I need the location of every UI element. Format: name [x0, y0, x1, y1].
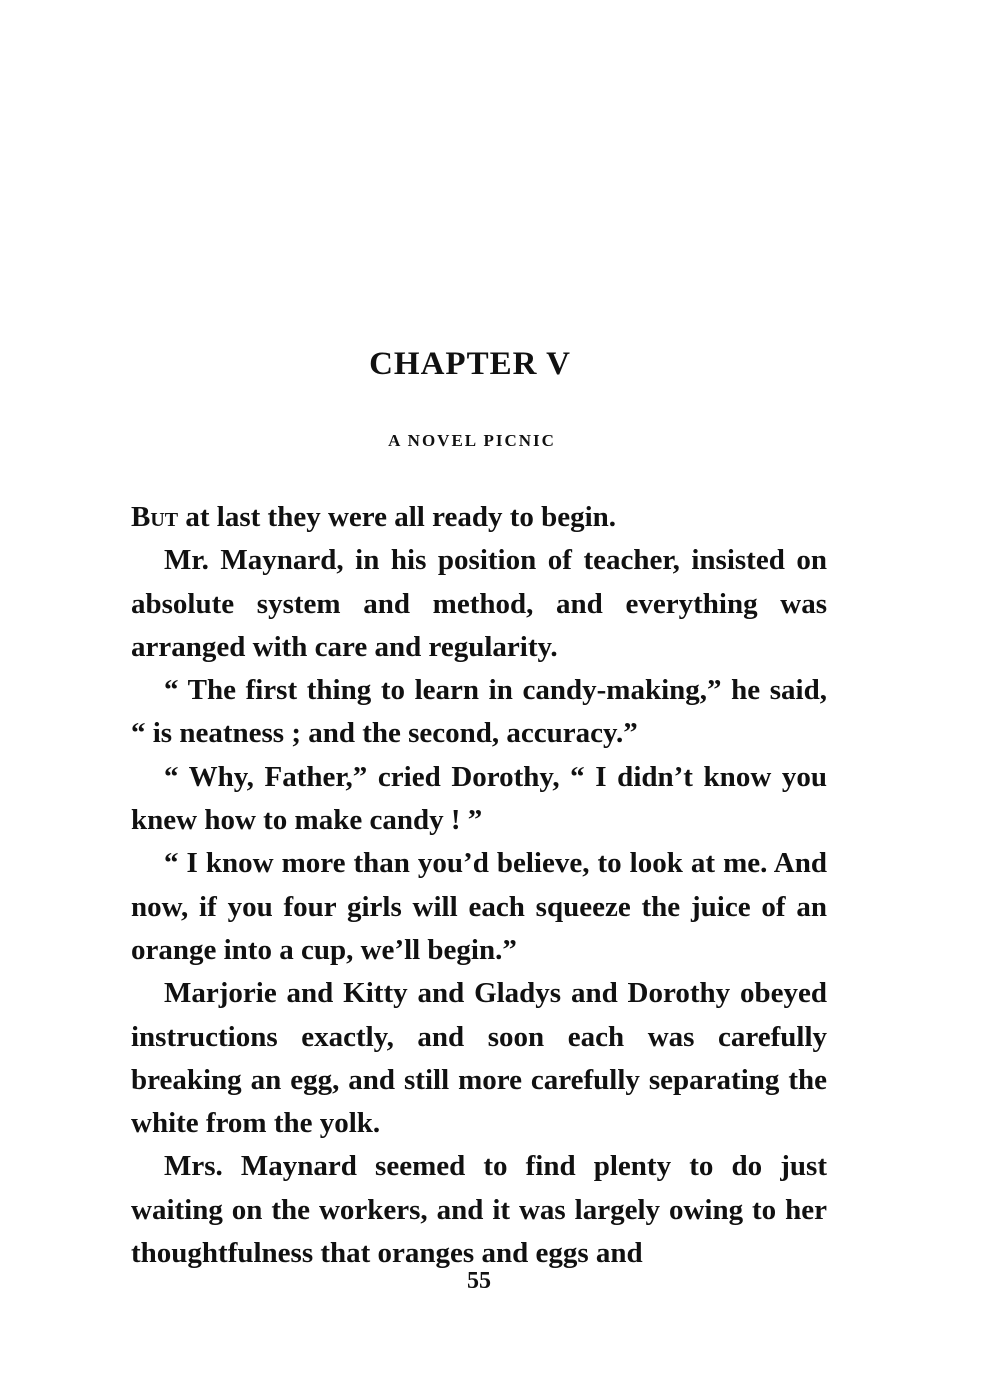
chapter-subtitle: [0, 431, 944, 451]
paragraph: “ Why, Father,” cried Dorothy, “ I didn’t know you knew how to make candy ! ”: [131, 760, 827, 837]
paragraph: “ The first thing to learn in candy-making,” he said, “ is neatness ; and the second, accuracy.”: [131, 674, 827, 750]
paragraph-text: at last they were all ready to begin.: [178, 501, 617, 533]
page-number: 55: [467, 1268, 491, 1294]
chapter-title: CHAPTER V: [369, 346, 571, 382]
body-text: [131, 496, 827, 1275]
paragraph: [131, 496, 827, 539]
paragraph: Mrs. Maynard seemed to find plenty to do just waiting on the workers, and it was largely owing to her thoughtfulness that oranges and eggs and: [131, 1150, 827, 1270]
paragraph: “ I know more than you’d believe, to look at me. And now, if you four girls will each squeeze the juice of an orange into a cup, we’ll begin.”: [131, 847, 827, 966]
paragraph: Marjorie and Kitty and Gladys and Dorothy obeyed instructions exactly, and soon each was carefully breaking an egg, and still more carefully separating the white from the yolk.: [131, 977, 827, 1140]
paragraph: Mr. Maynard, in his position of teacher, insisted on absolute system and method, and everything was arranged with care and regularity.: [131, 544, 827, 663]
paragraph-lead-word: But: [131, 501, 179, 533]
chapter-subtitle-text: A NOVEL PICNIC: [388, 431, 556, 450]
